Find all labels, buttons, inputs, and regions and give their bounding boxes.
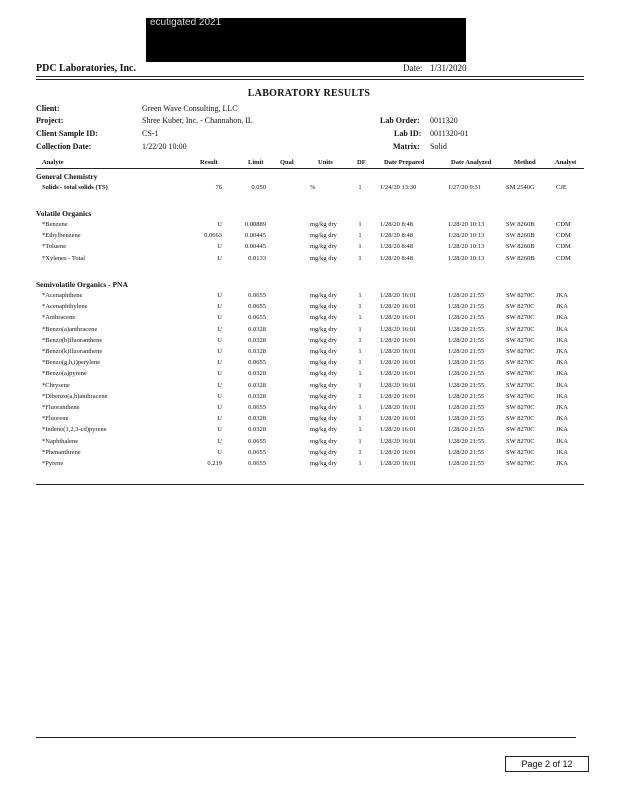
table-cell-method: SW 8270C (506, 448, 535, 456)
table-cell-method: SW 8270C (506, 336, 535, 344)
col-df: DF (357, 159, 366, 166)
table-cell-analyzed: 1/28/20 10:13 (448, 243, 485, 251)
table-cell-df: 1 (358, 437, 362, 445)
table-cell-prep: 1/28/20 16:01 (380, 460, 417, 467)
table-cell-analyte: *Benzo(g,h,i)perylene (42, 359, 101, 367)
table-cell-prep: 1/28/20 8:48 (380, 232, 414, 240)
lab-order-label: Lab Order: (380, 116, 420, 125)
col-date-analyzed: Date Analyzed (451, 159, 492, 166)
table-cell-units: mg/kg dry (310, 448, 337, 456)
table-cell-analyte: *Phenanthrene (42, 448, 81, 456)
table-cell-analyte: *Fluorene (42, 415, 69, 423)
table-cell-analyst: JKA (556, 460, 568, 467)
collection-date-label: Collection Date: (36, 142, 92, 151)
table-cell-analyzed: 1/28/20 21:55 (448, 381, 485, 389)
table-cell-prep: 1/28/20 8:48 (380, 243, 414, 251)
table-cell-prep: 1/28/20 16:01 (380, 292, 417, 299)
table-cell-analyzed: 1/28/20 21:55 (448, 448, 485, 456)
header-rule-secondary (36, 79, 584, 80)
table-cell-units: mg/kg dry (310, 303, 337, 311)
table-cell-df: 1 (358, 232, 362, 240)
table-cell-limit: 0.0328 (248, 348, 266, 355)
table-cell-prep: 1/28/20 16:01 (380, 381, 417, 389)
table-cell-result: U (217, 448, 222, 456)
table-cell-result: U (217, 415, 222, 423)
section-heading: Volatile Organics (36, 209, 92, 218)
table-cell-analyzed: 1/28/20 21:55 (448, 325, 485, 333)
table-cell-df: 1 (358, 314, 362, 322)
table-cell-units: mg/kg dry (310, 381, 337, 389)
table-cell-limit: 0.0655 (248, 292, 266, 299)
client-label: Client: (36, 104, 60, 113)
table-cell-units: mg/kg dry (310, 392, 337, 400)
table-cell-analyzed: 1/28/20 21:55 (448, 404, 485, 411)
table-cell-analyte: *Naphthalene (42, 437, 79, 445)
table-cell-analyte: *Toluene (42, 243, 67, 251)
table-cell-analyte: *Benzene (42, 221, 68, 228)
table-cell-result: U (217, 221, 222, 228)
table-cell-result: U (217, 314, 222, 322)
table-cell-limit: 0.0133 (248, 254, 266, 262)
table-cell-df: 1 (358, 392, 362, 400)
table-cell-method: SW 8270C (506, 381, 535, 389)
table-cell-units: mg/kg dry (310, 404, 337, 411)
table-cell-analyst: JKA (556, 381, 568, 389)
column-header-rule (36, 168, 584, 169)
table-cell-units: mg/kg dry (310, 325, 337, 333)
redacted-overlay-text: ecutigated 2021 (150, 17, 222, 28)
table-cell-analyst: JKA (556, 359, 568, 367)
table-cell-analyst: JKA (556, 437, 568, 445)
table-cell-analyte: *Dibenzo(a,h)anthracene (42, 392, 108, 400)
table-cell-method: SW 8260B (506, 232, 535, 240)
table-cell-df: 1 (358, 359, 362, 367)
table-cell-method: SW 8270C (506, 303, 535, 311)
table-cell-df: 1 (358, 243, 362, 251)
table-cell-analyzed: 1/28/20 21:55 (448, 303, 485, 311)
table-cell-analyzed: 1/28/20 21:55 (448, 392, 485, 400)
table-cell-units: mg/kg dry (310, 314, 337, 322)
table-cell-analyte: *Pyrene (42, 460, 64, 467)
col-qual: Qual (280, 159, 294, 166)
table-cell-analyzed: 1/28/20 10:13 (448, 221, 485, 228)
table-cell-prep: 1/28/20 16:01 (380, 359, 417, 367)
table-cell-analyte: *Benzo(a)pyrene (42, 370, 87, 378)
project-value: Shree Kuber, Inc. - Channahon, IL (142, 116, 253, 125)
table-cell-prep: 1/28/20 8:48 (380, 221, 414, 228)
table-cell-limit: 0.0655 (248, 448, 266, 456)
table-cell-analyte: *Indeno(1,2,3-cd)pyrene (42, 426, 107, 434)
table-cell-analyst: CDM (556, 254, 571, 262)
table-cell-units: mg/kg dry (310, 370, 337, 378)
table-cell-limit: 0.0655 (248, 437, 266, 445)
table-cell-limit: 0.050 (251, 184, 266, 191)
table-cell-analyzed: 1/28/20 21:55 (448, 426, 485, 434)
table-cell-units: mg/kg dry (310, 460, 337, 467)
table-cell-result: 0.0663 (204, 232, 222, 240)
table-cell-df: 1 (358, 404, 362, 411)
table-cell-prep: 1/28/20 16:01 (380, 303, 417, 311)
col-analyte: Analyte (42, 159, 64, 166)
table-cell-analyst: JKA (556, 314, 568, 322)
table-cell-analyst: JKA (556, 370, 568, 378)
collection-date-value: 1/22/20 10:00 (142, 142, 187, 151)
table-cell-limit: 0.0655 (248, 404, 266, 411)
table-cell-df: 1 (358, 415, 362, 423)
footer-rule (36, 737, 576, 738)
table-cell-limit: 0.00445 (244, 232, 266, 240)
table-cell-prep: 1/28/20 16:01 (380, 437, 417, 445)
table-cell-result: U (217, 437, 222, 445)
table-cell-result: 0.219 (207, 460, 222, 467)
table-cell-units: mg/kg dry (310, 254, 337, 262)
page-number: Page 2 of 12 (505, 756, 589, 772)
table-cell-result: 76 (215, 184, 222, 191)
table-cell-method: SW 8270C (506, 370, 535, 378)
table-cell-analyzed: 1/28/20 21:55 (448, 314, 485, 322)
table-cell-method: SM 2540G (506, 184, 535, 191)
project-label: Project: (36, 116, 64, 125)
table-cell-df: 1 (358, 184, 362, 191)
client-value: Green Wave Consulting, LLC (142, 104, 238, 113)
table-cell-prep: 1/28/20 16:01 (380, 314, 417, 322)
table-cell-result: U (217, 292, 222, 299)
table-cell-analyte: *Ethylbenzene (42, 232, 81, 240)
table-cell-df: 1 (358, 221, 362, 228)
table-cell-analyte: *Benzo(k)fluoranthene (42, 348, 103, 355)
table-cell-analyte: *Anthracene (42, 314, 76, 322)
col-date-prepared: Date Prepared (384, 159, 425, 166)
table-cell-result: U (217, 254, 222, 262)
table-cell-result: U (217, 348, 222, 355)
table-cell-analyte: *Benzo(b)fluoranthene (42, 336, 103, 344)
table-cell-method: SW 8270C (506, 426, 535, 434)
table-cell-analyzed: 1/28/20 21:55 (448, 460, 485, 467)
table-cell-result: U (217, 370, 222, 378)
lab-id-value: 0011320-01 (430, 129, 469, 138)
table-cell-method: SW 8270C (506, 325, 535, 333)
table-cell-units: mg/kg dry (310, 232, 337, 240)
table-cell-method: SW 8270C (506, 292, 535, 299)
matrix-label: Matrix: (393, 142, 420, 151)
table-cell-analyst: JKA (556, 303, 568, 311)
table-cell-units: mg/kg dry (310, 292, 337, 299)
col-limit: Limit (248, 159, 264, 166)
table-cell-df: 1 (358, 348, 362, 355)
table-cell-analyzed: 1/28/20 21:55 (448, 415, 485, 423)
sample-id-label: Client Sample ID: (36, 129, 98, 138)
table-cell-analyst: JKA (556, 415, 568, 423)
table-cell-result: U (217, 392, 222, 400)
table-cell-analyzed: 1/27/20 9:31 (448, 184, 482, 191)
col-result: Result (200, 159, 218, 166)
table-cell-method: SW 8270C (506, 404, 535, 411)
table-cell-analyte: Solids - total solids (TS) (42, 184, 108, 191)
date-label: Date: (403, 63, 423, 73)
table-cell-result: U (217, 381, 222, 389)
table-cell-method: SW 8270C (506, 392, 535, 400)
table-cell-df: 1 (358, 325, 362, 333)
table-cell-method: SW 8270C (506, 348, 535, 355)
table-cell-result: U (217, 325, 222, 333)
table-cell-result: U (217, 243, 222, 251)
table-cell-prep: 1/28/20 16:01 (380, 415, 417, 423)
table-cell-analyst: CDM (556, 232, 571, 240)
table-cell-df: 1 (358, 426, 362, 434)
table-cell-analyzed: 1/28/20 21:55 (448, 359, 485, 367)
table-cell-limit: 0.0328 (248, 392, 266, 400)
table-cell-analyzed: 1/28/20 21:55 (448, 370, 485, 378)
table-cell-analyst: JKA (556, 348, 568, 355)
table-cell-prep: 1/28/20 16:01 (380, 325, 417, 333)
table-cell-method: SW 8260B (506, 243, 535, 251)
table-cell-analyzed: 1/28/20 21:55 (448, 437, 485, 445)
section-heading: Semivolatile Organics - PNA (36, 280, 128, 289)
table-cell-result: U (217, 336, 222, 344)
table-cell-analyst: JKA (556, 392, 568, 400)
table-cell-limit: 0.00445 (244, 243, 266, 251)
table-cell-units: mg/kg dry (310, 359, 337, 367)
table-cell-df: 1 (358, 254, 362, 262)
table-cell-prep: 1/28/20 16:01 (380, 348, 417, 355)
company-name: PDC Laboratories, Inc. (36, 63, 136, 74)
table-cell-units: mg/kg dry (310, 426, 337, 434)
table-cell-method: SW 8270C (506, 359, 535, 367)
table-cell-analyte: *Acenaphthylene (42, 303, 88, 311)
table-cell-method: SW 8260B (506, 221, 535, 228)
table-cell-method: SW 8260B (506, 254, 535, 262)
table-cell-limit: 0.0328 (248, 426, 266, 434)
table-cell-analyzed: 1/28/20 10:13 (448, 254, 485, 262)
table-cell-df: 1 (358, 460, 362, 467)
table-cell-analyst: CDM (556, 243, 571, 251)
table-cell-prep: 1/24/20 13:30 (380, 184, 417, 191)
table-cell-analyst: CJE (556, 184, 567, 191)
table-cell-limit: 0.0328 (248, 381, 266, 389)
table-cell-units: mg/kg dry (310, 437, 337, 445)
table-cell-limit: 0.0655 (248, 359, 266, 367)
table-cell-analyst: JKA (556, 336, 568, 344)
table-cell-analyst: JKA (556, 448, 568, 456)
lab-order-value: 0011320 (430, 116, 458, 125)
table-cell-method: SW 8270C (506, 460, 535, 467)
table-cell-prep: 1/28/20 16:01 (380, 404, 417, 411)
table-cell-analyzed: 1/28/20 21:55 (448, 292, 485, 299)
table-cell-result: U (217, 404, 222, 411)
sample-id-value: CS-1 (142, 129, 159, 138)
table-cell-units: mg/kg dry (310, 243, 337, 251)
table-cell-limit: 0.0655 (248, 314, 266, 322)
table-cell-prep: 1/28/20 8:48 (380, 254, 414, 262)
table-cell-result: U (217, 303, 222, 311)
table-end-rule (36, 484, 584, 485)
table-cell-method: SW 8270C (506, 437, 535, 445)
table-cell-analyst: JKA (556, 404, 568, 411)
table-cell-analyzed: 1/28/20 21:55 (448, 336, 485, 344)
table-cell-prep: 1/28/20 16:01 (380, 336, 417, 344)
table-cell-method: SW 8270C (506, 314, 535, 322)
table-cell-method: SW 8270C (506, 415, 535, 423)
table-cell-limit: 0.0328 (248, 370, 266, 378)
table-cell-prep: 1/28/20 16:01 (380, 448, 417, 456)
table-cell-units: % (310, 184, 316, 191)
table-cell-df: 1 (358, 381, 362, 389)
table-cell-df: 1 (358, 336, 362, 344)
col-method: Method (514, 159, 536, 166)
table-cell-analyst: JKA (556, 426, 568, 434)
table-cell-prep: 1/28/20 16:01 (380, 392, 417, 400)
table-cell-analyte: *Acenaphthene (42, 292, 83, 299)
table-cell-units: mg/kg dry (310, 415, 337, 423)
table-cell-analyzed: 1/28/20 10:13 (448, 232, 485, 240)
table-cell-limit: 0.0328 (248, 415, 266, 423)
table-cell-prep: 1/28/20 16:01 (380, 426, 417, 434)
section-heading: General Chemistry (36, 172, 98, 181)
table-cell-analyst: JKA (556, 292, 568, 299)
table-cell-df: 1 (358, 292, 362, 299)
table-cell-result: U (217, 359, 222, 367)
table-cell-analyte: *Fluoranthene (42, 404, 80, 411)
table-cell-analyte: *Xylenes - Total (42, 254, 86, 262)
table-cell-analyst: JKA (556, 325, 568, 333)
table-cell-analyte: *Benzo(a)anthracene (42, 325, 98, 333)
table-cell-prep: 1/28/20 16:01 (380, 370, 417, 378)
header-rule (36, 76, 584, 77)
table-cell-units: mg/kg dry (310, 221, 337, 228)
table-cell-analyte: *Chrysene (42, 381, 70, 389)
table-cell-df: 1 (358, 303, 362, 311)
matrix-value: Solid (430, 142, 447, 151)
page-title: LABORATORY RESULTS (247, 88, 371, 99)
table-cell-df: 1 (358, 370, 362, 378)
table-cell-units: mg/kg dry (310, 348, 337, 355)
table-cell-limit: 0.00889 (244, 221, 266, 228)
table-cell-analyzed: 1/28/20 21:55 (448, 348, 485, 355)
col-analyst: Analyst (555, 159, 577, 166)
lab-id-label: Lab ID: (394, 129, 422, 138)
table-cell-limit: 0.0655 (248, 460, 266, 467)
table-cell-df: 1 (358, 448, 362, 456)
table-cell-limit: 0.0328 (248, 336, 266, 344)
col-units: Units (318, 159, 333, 166)
table-cell-result: U (217, 426, 222, 434)
table-cell-limit: 0.0328 (248, 325, 266, 333)
table-cell-units: mg/kg dry (310, 336, 337, 344)
table-cell-limit: 0.0655 (248, 303, 266, 311)
date-value: 1/31/2020 (430, 63, 467, 73)
table-cell-analyst: CDM (556, 221, 571, 228)
